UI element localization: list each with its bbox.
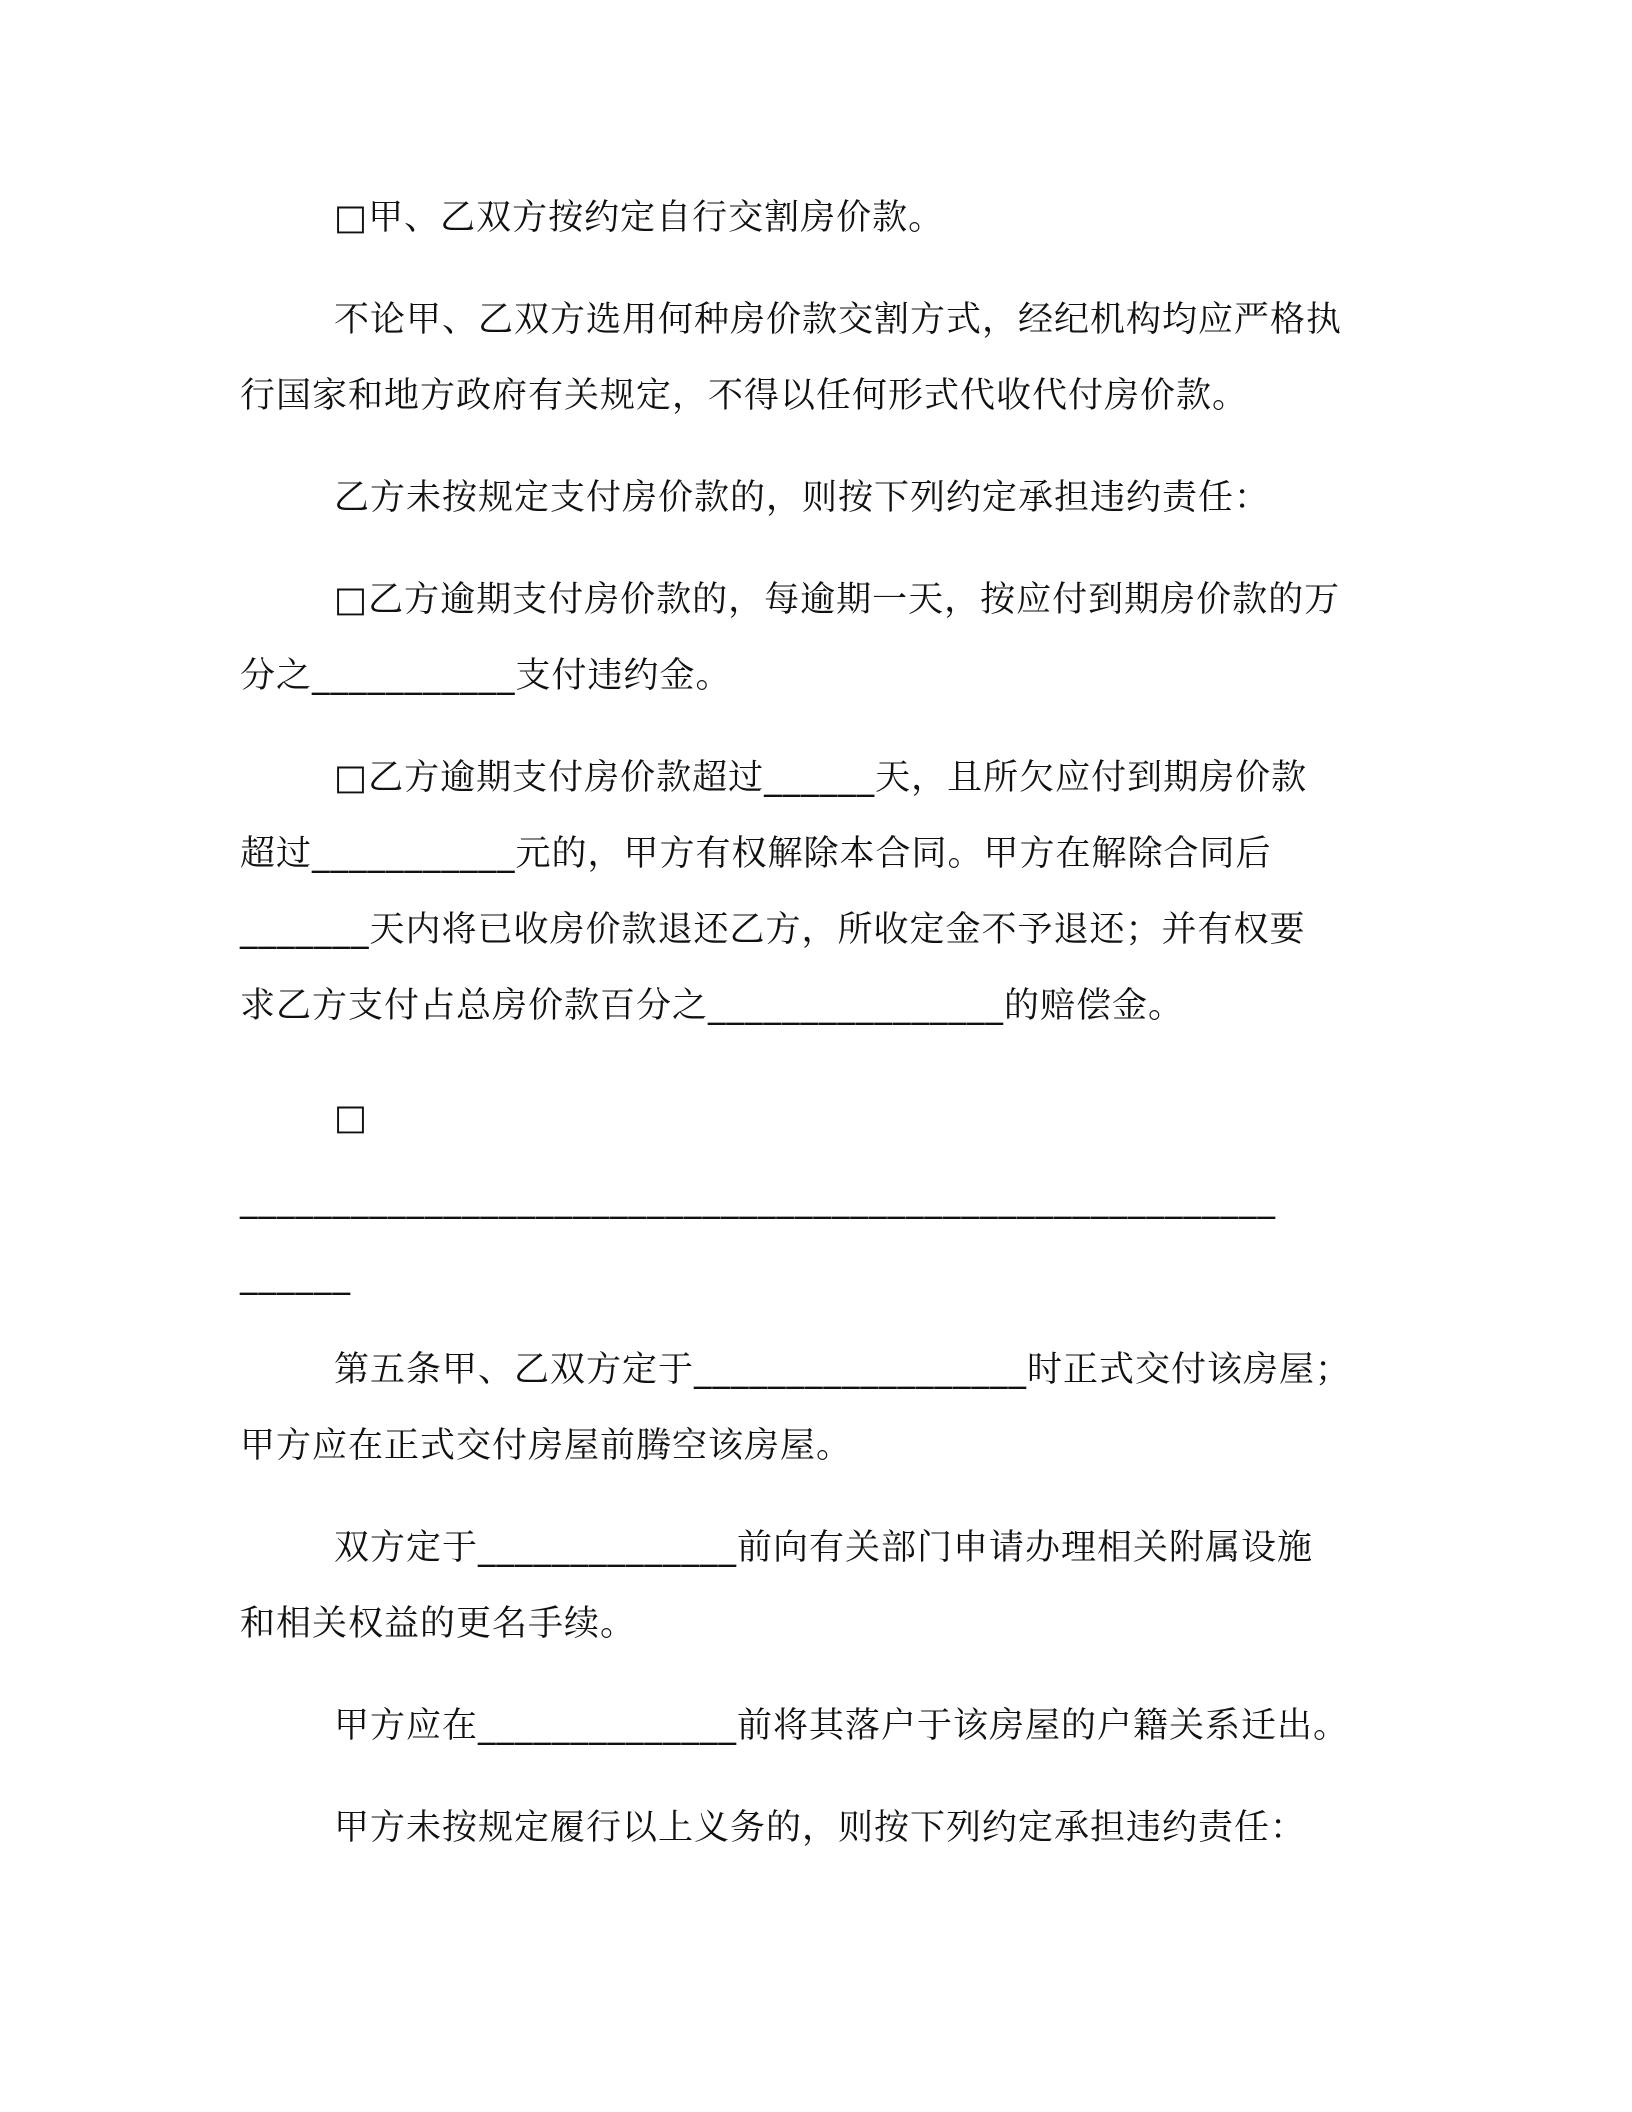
paragraph-line: 双方定于______________前向有关部门申请办理相关附属设施 [334, 1528, 1314, 1568]
option-other-checkbox: □ [334, 1098, 369, 1138]
paragraph-line: 不论甲、乙双方选用何种房价款交割方式，经纪机构均应严格执 [334, 300, 1343, 340]
paragraph-line: 和相关权益的更名手续。 [240, 1604, 637, 1644]
blank-fill-line: ______ [240, 1256, 351, 1296]
paragraph-line: 甲方未按规定履行以上义务的，则按下列约定承担违约责任： [334, 1808, 1307, 1848]
blank-fill-line: ________________________________________________________ [240, 1180, 1276, 1220]
option-late-payment: □乙方逾期支付房价款的，每逾期一天，按应付到期房价款的万 [334, 580, 1341, 620]
paragraph-line: 行国家和地方政府有关规定，不得以任何形式代收代付房价款。 [240, 376, 1249, 416]
paragraph-line: 甲方应在______________前将其落户于该房屋的户籍关系迁出。 [334, 1706, 1350, 1746]
paragraph-line: _______天内将已收房价款退还乙方，所收定金不予退还；并有权要 [240, 910, 1306, 950]
paragraph-line: 求乙方支付占总房价款百分之________________的赔偿金。 [240, 986, 1185, 1026]
paragraph-line: 超过___________元的，甲方有权解除本合同。甲方在解除合同后 [240, 834, 1272, 874]
option-self-settlement: □甲、乙双方按约定自行交割房价款。 [334, 198, 945, 238]
paragraph-line: 乙方未按规定支付房价款的，则按下列约定承担违约责任： [334, 478, 1271, 518]
option-overdue-termination: □乙方逾期支付房价款超过______天，且所欠应付到期房价款 [334, 758, 1308, 798]
paragraph-line: 甲方应在正式交付房屋前腾空该房屋。 [240, 1426, 853, 1466]
paragraph-line: 分之___________支付违约金。 [240, 656, 732, 696]
article-five-heading: 第五条甲、乙双方定于__________________时正式交付该房屋； [334, 1350, 1352, 1390]
